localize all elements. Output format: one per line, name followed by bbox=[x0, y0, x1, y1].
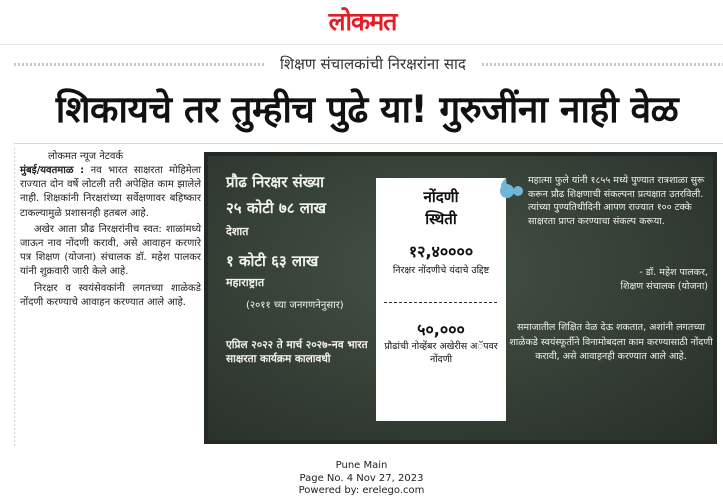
footer-powered-by[interactable]: Powered by: erelego.com bbox=[298, 485, 425, 496]
state-label: महाराष्ट्रात bbox=[226, 276, 265, 289]
card-divider bbox=[384, 302, 498, 303]
registration-target-label: निरक्षर नोंदणीचे यंदाचे उद्दिष्ट bbox=[392, 265, 490, 276]
maharashtra-illiterate-count: १ कोटी ६३ लाख bbox=[226, 252, 319, 270]
article-paragraph: अखेर आता प्रौढ निरक्षरांनीच स्वत: शाळांमध्ये जाऊन नाव नोंदणी करावी, असे आवाहन करणारे पत्र शिक्षण (योजना) संचालक डॉ. महेश पालकर यांनी शुक्रवारी जारी केले आहे. bbox=[20, 223, 201, 278]
headline: शिकायचे तर तुम्हीच पुढे या! गुरुजींना नाही वेळ bbox=[55, 88, 679, 131]
quote-text: महात्मा फुले यांनी १८५५ मध्ये पुण्यात रात्रशाळा सुरू करून प्रौढ शिक्षणाची संकल्पना प्रत्यक्षात उतरविली. त्यांच्या पुण्यतिथीदिनी आपण राज्यात १०० टक्के साक्षरता प्राप्त करण्याचा संकल्प करूया. bbox=[528, 175, 705, 227]
india-illiterate-count: २५ कोटी ७८ लाख bbox=[226, 199, 327, 217]
registered-label: प्रौढांची नोव्हेंबर अखेरीस अॅपवर नोंदणी bbox=[384, 341, 498, 365]
newspaper-logo[interactable]: लोकमत bbox=[328, 7, 397, 36]
quote-attribution: - डॉ. महेश पालकर, शिक्षण संचालक (योजना) bbox=[620, 267, 708, 292]
adult-illiterate-title: प्रौढ निरक्षर संख्या bbox=[226, 173, 325, 191]
kicker-band bbox=[14, 49, 723, 79]
footer-edition: Pune Main bbox=[335, 460, 388, 471]
footer-page-date: Page No. 4 Nov 27, 2023 bbox=[299, 473, 424, 484]
infographic-chalkboard bbox=[204, 152, 717, 444]
programme-period: एप्रिल २०२२ ते मार्च २०२७-नव भारत साक्षरता कार्यक्रम कालावधी bbox=[226, 339, 368, 365]
dateline: मुंबई/यवतमाळ : bbox=[20, 165, 85, 176]
registration-target-number: १२,४०००० bbox=[408, 242, 474, 261]
article-paragraph: निरक्षर व स्वयंसेवकांनी लगतच्या शाळेकडे नोंदणी करण्याचे आवाहन करण्यात आले आहे. bbox=[20, 282, 201, 308]
country-label: देशात bbox=[226, 225, 249, 238]
article-body bbox=[20, 164, 201, 312]
article-paragraph: मुंबई/यवतमाळ : नव भारत साक्षरता मोहिमेला राज्यात दोन वर्षे लोटली तरी अपेक्षित काम झालेले नाही. शिक्षकांनी निरक्षरांच्या सर्वेक्षणावर बहिष्कार टाकल्यामुळे प्रशासनही हतबल आहे. bbox=[20, 165, 202, 219]
kicker-text: शिक्षण संचालकांची निरक्षरांना साद bbox=[266, 50, 480, 78]
column-divider bbox=[14, 148, 15, 448]
quote-icon bbox=[498, 174, 524, 202]
registration-status-card bbox=[376, 178, 506, 421]
status-card-title: नोंदणी स्थिती bbox=[423, 188, 459, 228]
registered-number: ५०,००० bbox=[417, 320, 465, 339]
census-note: (२०११ च्या जनगणनेनुसार) bbox=[246, 300, 344, 311]
appeal-text: समाजातील शिक्षित वेळ देऊ शकतात, अशांनी लगतच्या शाळेकडे स्वयंस्फूर्तीने विनामोबदला काम करण्यासाठी नोंदणी करावी, असे आवाहनही करण्यात आले आहे. bbox=[509, 322, 713, 362]
masthead-divider bbox=[0, 44, 723, 45]
masthead bbox=[0, 0, 723, 44]
byline: लोकमत न्यूज नेटवर्क bbox=[48, 151, 124, 162]
headline-divider bbox=[14, 143, 723, 144]
